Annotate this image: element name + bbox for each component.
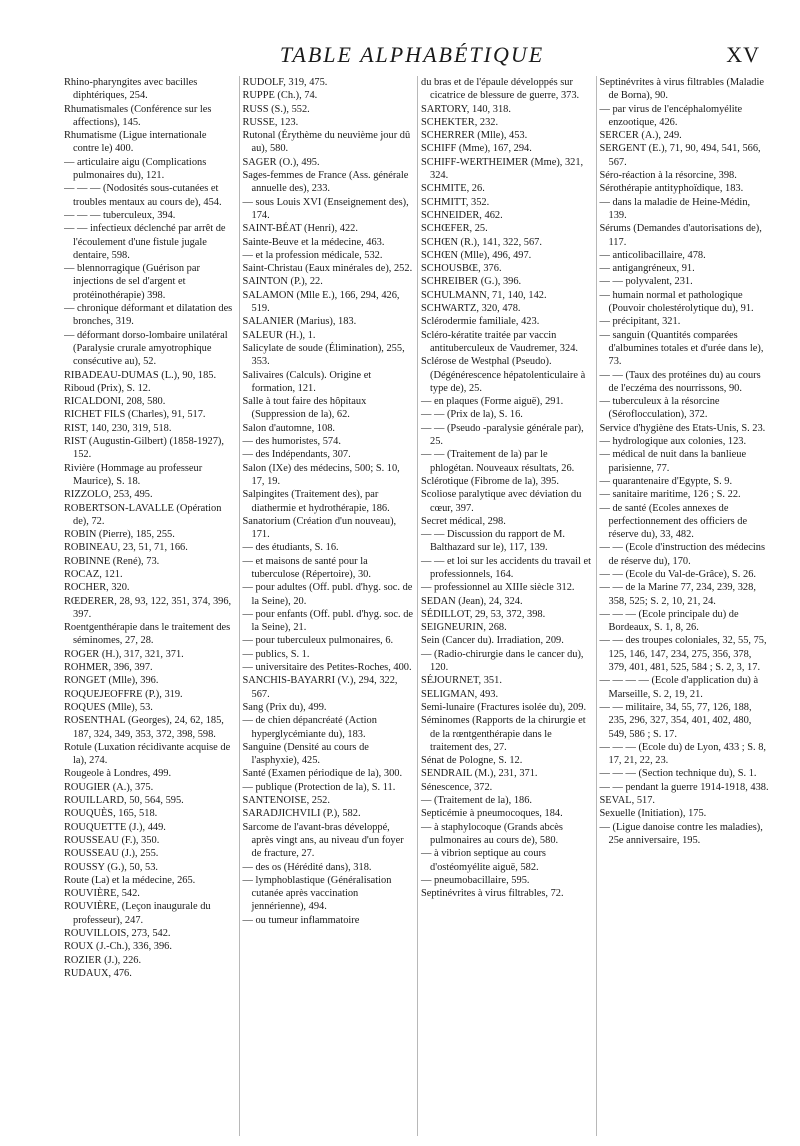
index-entry: SERCER (A.), 249. (599, 130, 682, 142)
index-entry: — — — (Ecole du) de Lyon, 433 ; S. 8, 17, 21, 22, 23. (599, 741, 767, 767)
index-entry: — — (Ecole d'instruction des médecins de réserve du), 170. (599, 542, 765, 567)
index-entry: — — — (Nodosités sous-cutanées et troubles mentaux au cours de), 454. (64, 183, 222, 208)
index-entry: RONGET (Mlle), 396. (64, 675, 159, 687)
index-entry: Sarcome de l'avant-bras développé, après vingt ans, au niveau d'un foyer de fracture, 27. (242, 821, 404, 860)
index-entry: du bras et de l'épaule développés sur cicatrice de blessure de guerre, 373. (421, 77, 580, 102)
index-entry: RIST (Augustin-Gilbert) (1858-1927), 152. (64, 436, 224, 461)
index-entry: SALEUR (H.), 1. (242, 329, 316, 341)
index-entry: SCHMITT, 352. (421, 196, 490, 208)
index-entry: ROQUES (Mlle), 53. (64, 701, 153, 713)
index-entry: ROCHER, 320. (64, 582, 130, 594)
index-entry: — — militaire, 34, 55, 77, 126, 188, 235, 296, 327, 354, 401, 402, 480, 549, 586 ; S. 17. (599, 701, 752, 740)
index-entry: — — (Traitement de la) par le phlogétan. Nouveaux résultats, 26. (421, 449, 575, 474)
index-entry: Sérothérapie antityphoïdique, 183. (599, 183, 744, 195)
index-entry: Salon d'automne, 108. (242, 422, 335, 434)
index-entry: RIST, 140, 230, 319, 518. (64, 422, 172, 434)
index-column-4 (596, 76, 771, 1136)
index-entry: — quarantenaire d'Egypte, S. 9. (599, 475, 733, 487)
index-entry: SARTORY, 140, 318. (421, 103, 511, 115)
index-entry: Sclérotique (Fibrome de la), 395. (421, 475, 559, 487)
index-entry: ROUX (J.-Ch.), 336, 396. (64, 941, 172, 953)
index-entry: SCHŒN (R.), 141, 322, 567. (421, 236, 542, 248)
index-entry: SCHWARTZ, 320, 478. (421, 303, 521, 315)
index-entry: ROUSSY (G.), 50, 53. (64, 861, 159, 873)
index-entry: SERGENT (E.), 71, 90, 494, 541, 566, 567. (599, 143, 761, 168)
index-entry: — — — (Section technique du), S. 1. (599, 768, 757, 780)
index-entry: Sclérose de Westphal (Pseudo). (Dégénérescence hépatolenticulaire à type de), 25. (421, 356, 586, 394)
index-entry: — publics, S. 1. (242, 648, 310, 660)
index-entry: SEVAL, 517. (599, 795, 656, 807)
index-entry: Sénat de Pologne, S. 12. (421, 755, 523, 767)
index-entry: — en plaques (Forme aiguë), 291. (421, 396, 564, 408)
index-entry: Rotule (Luxation récidivante acquise de la), 274. (64, 741, 231, 767)
index-entry: — — pendant la guerre 1914-1918, 438. (599, 781, 769, 793)
index-entry: Route (La) et la médecine, 265. (64, 874, 196, 886)
index-entry: — articulaire aigu (Complications pulmonaires du), 121. (64, 156, 207, 182)
index-entry: Salon (IXe) des médecins, 500; S. 10, 17, 19. (242, 462, 400, 487)
index-entry: — — de la Marine 77, 234, 239, 328, 358, 525; S. 2, 10, 21, 24. (599, 582, 756, 607)
index-entry: SÉDILLOT, 29, 53, 372, 398. (421, 608, 546, 620)
index-entry: SCHŒFER, 25. (421, 223, 488, 235)
index-entry: Salicylate de soude (Élimination), 255, 353. (242, 342, 405, 368)
index-entry: — sanguin (Quantités comparées d'albumines totales et d'urée dans le), 73. (599, 329, 764, 368)
index-entry: ROUQUÈS, 165, 518. (64, 808, 158, 820)
index-entry: — tuberculeux à la résorcine (Séroflocculation), 372. (599, 396, 720, 421)
index-entry: SCHOUSBŒ, 376. (421, 263, 502, 275)
index-entry: — — (Prix de la), S. 16. (421, 409, 523, 421)
index-entry: — — — (Ecole principale du) de Bordeaux, S. 1, 8, 26. (599, 608, 739, 634)
index-entry: RIBADEAU-DUMAS (L.), 90, 185. (64, 369, 217, 381)
index-entry: — des étudiants, S. 16. (242, 542, 339, 554)
index-entry: ROBINNE (René), 73. (64, 555, 160, 567)
index-entry: — — infectieux déclenché par arrêt de l'écoulement d'une fistule jugale dentaire, 598. (64, 223, 226, 261)
index-entry: Sexuelle (Initiation), 175. (599, 808, 707, 820)
index-entry: — — (Taux des protéines du) au cours de l'eczéma des nourrissons, 90. (599, 369, 761, 394)
index-entry: — pneumobacillaire, 595. (421, 874, 530, 886)
index-entry: Séro-réaction à la résorcine, 398. (599, 170, 737, 182)
index-entry: ROQUEJEOFFRE (P.), 319. (64, 688, 183, 700)
index-entry: Semi-lunaire (Fractures isolée du), 209. (421, 701, 587, 713)
index-entry: — blennorragique (Guérison par injections de sel d'argent et protéinothérapie) 398. (64, 263, 200, 301)
index-entry: — professionnel au XIIIe siècle 312. (421, 582, 575, 594)
index-entry: ROUILLARD, 50, 564, 595. (64, 795, 184, 807)
index-entry: ROHMER, 396, 397. (64, 662, 153, 674)
index-entry: ROCAZ, 121. (64, 568, 123, 580)
index-entry: RIZZOLO, 253, 495. (64, 489, 153, 501)
index-entry: — (Radio-chirurgie dans le cancer du), 120. (421, 648, 584, 674)
index-entry: Santé (Examen périodique de la), 300. (242, 768, 403, 780)
index-entry: Scoliose paralytique avec déviation du cœur, 397. (421, 489, 582, 514)
index-entry: ROSENTHAL (Georges), 24, 62, 185, 187, 324, 349, 353, 372, 398, 598. (64, 715, 224, 740)
index-columns (64, 76, 770, 1136)
index-entry: RŒDERER, 28, 93, 122, 351, 374, 396, 397. (64, 595, 232, 620)
index-entry: SCHULMANN, 71, 140, 142. (421, 289, 547, 301)
index-entry: — déformant dorso-lombaire unilatéral (Paralysie crurale amyotrophique consécutive au), 52. (64, 329, 228, 368)
index-entry: — (Ligue danoise contre les maladies), 25e anniversaire, 195. (599, 821, 763, 846)
index-entry: ROUSSEAU (J.), 255. (64, 848, 159, 860)
index-entry: ROBINEAU, 23, 51, 71, 166. (64, 542, 188, 554)
index-entry: SALANIER (Marius), 183. (242, 316, 357, 328)
index-entry: RUPPE (Ch.), 74. (242, 90, 318, 102)
index-entry: Roentgenthérapie dans le traitement des séminomes, 27, 28. (64, 622, 231, 647)
index-entry: ROUVILLOIS, 273, 542. (64, 928, 171, 939)
index-entry: — pour tuberculeux pulmonaires, 6. (242, 635, 394, 647)
index-entry: ROUSSEAU (F.), 350. (64, 834, 160, 846)
index-entry: SÉJOURNET, 351. (421, 675, 502, 687)
index-entry: SARADJICHVILI (P.), 582. (242, 808, 361, 820)
index-entry: Riboud (Prix), S. 12. (64, 382, 151, 394)
index-entry: — hydrologique aux colonies, 123. (599, 436, 747, 448)
index-entry: ROBIN (Pierre), 185, 255. (64, 529, 175, 541)
index-entry: Sang (Prix du), 499. (242, 701, 327, 713)
index-entry: RUDOLF, 319, 475. (242, 77, 328, 88)
index-entry: SCHIFF-WERTHEIMER (Mme), 321, 324. (421, 156, 584, 182)
index-entry: Rutonal (Érythème du neuvième jour dû au), 580. (242, 130, 411, 155)
index-entry: SCHMITE, 26. (421, 183, 485, 195)
index-entry: RUDAUX, 476. (64, 967, 132, 979)
index-entry: — par virus de l'encéphalomyélite enzootique, 426. (599, 103, 743, 128)
index-entry: Salivaires (Calculs). Origine et formation, 121. (242, 369, 372, 394)
index-entry: — — — — (Ecole d'application du) à Marseille, S. 2, 19, 21. (599, 675, 759, 700)
index-entry: — médical de nuit dans la banlieue parisienne, 77. (599, 449, 747, 474)
index-column-2 (239, 76, 414, 1136)
index-entry: Septicémie à pneumocoques, 184. (421, 808, 563, 820)
index-entry: ROZIER (J.), 226. (64, 954, 142, 966)
index-entry: — pour adultes (Off. publ. d'hyg. soc. de la Seine), 20. (242, 582, 413, 607)
index-entry: Septinévrites à virus filtrables, 72. (421, 888, 564, 900)
index-entry: SANCHIS-BAYARRI (V.), 294, 322, 567. (242, 675, 398, 700)
index-entry: — des humoristes, 574. (242, 436, 341, 448)
index-entry: SCHREIBER (G.), 396. (421, 276, 522, 288)
index-entry: — et la profession médicale, 532. (242, 249, 383, 261)
index-entry: — — (Ecole du Val-de-Grâce), S. 26. (599, 568, 756, 580)
index-entry: — pour enfants (Off. publ. d'hyg. soc. de la Seine), 21. (242, 608, 413, 634)
index-entry: ROUVIÈRE, (Leçon inaugurale du professeur), 247. (64, 901, 211, 926)
index-entry: SELIGMAN, 493. (421, 688, 499, 700)
index-entry: Sages-femmes de France (Ass. générale annuelle des), 233. (242, 170, 409, 195)
page-title: TABLE ALPHABÉTIQUE (279, 42, 545, 67)
index-entry: — antigangréneux, 91. (599, 263, 695, 275)
index-entry: ROUQUETTE (J.), 449. (64, 821, 166, 833)
index-entry: — — polyvalent, 231. (599, 276, 693, 288)
index-entry: Rougeole à Londres, 499. (64, 768, 172, 780)
index-entry: Séminomes (Rapports de la chirurgie et de la rœntgenthérapie dans le traitement des, 27. (421, 715, 586, 753)
index-entry: — des Indépendants, 307. (242, 449, 351, 461)
index-entry: — lymphoblastique (Généralisation cutanée après vaccination jennérienne), 494. (242, 874, 392, 913)
index-entry: Rhumatisme (Ligue internationale contre le) 400. (64, 130, 207, 155)
index-entry: — à vibrion septique au cours d'ostéomyélite aiguë, 582. (421, 848, 546, 873)
index-entry: — dans la maladie de Heine-Médin, 139. (599, 196, 751, 221)
index-entry: SAINTON (P.), 22. (242, 276, 323, 288)
index-entry: — — des troupes coloniales, 32, 55, 75, 125, 146, 147, 234, 275, 356, 378, 379, 401, 481, 525, 584 ; S. 2, 3, 17. (599, 635, 767, 674)
index-entry: SCHNEIDER, 462. (421, 209, 503, 221)
index-entry: — à staphylocoque (Grands abcès pulmonaires au cours de), 580. (421, 821, 563, 846)
index-entry: SEIGNEURIN, 268. (421, 622, 507, 634)
index-entry: RUSS (S.), 552. (242, 103, 310, 115)
index-entry: Secret médical, 298. (421, 515, 506, 527)
index-entry: — anticolibacillaire, 478. (599, 249, 706, 261)
index-entry: — — — tuberculeux, 394. (64, 209, 176, 221)
index-entry: Rhino-pharyngites avec bacilles diphtériques, 254. (64, 77, 198, 102)
index-entry: SCHEKTER, 232. (421, 116, 499, 128)
index-column-3 (417, 76, 592, 1136)
index-entry: Sclérodermie familiale, 423. (421, 316, 540, 328)
index-entry: Rivière (Hommage au professeur Maurice), S. 18. (64, 462, 203, 487)
index-entry: — sous Louis XVI (Enseignement des), 174. (242, 196, 409, 221)
index-entry: — chronique déformant et dilatation des bronches, 319. (64, 303, 233, 328)
index-entry: RICALDONI, 208, 580. (64, 396, 166, 408)
page-number: XV (726, 42, 760, 67)
index-entry: Service d'hygiène des Etats-Unis, S. 23. (599, 422, 766, 434)
index-entry: Sénescence, 372. (421, 781, 493, 793)
index-entry: RUSSE, 123. (242, 116, 299, 128)
index-entry: ROBERTSON-LAVALLE (Opération de), 72. (64, 502, 222, 527)
index-entry: SAINT-BÉAT (Henri), 422. (242, 223, 358, 235)
index-entry: ROGER (H.), 317, 321, 371. (64, 648, 184, 660)
index-entry: — précipitant, 321. (599, 316, 681, 328)
index-entry: Sein (Cancer du). Irradiation, 209. (421, 635, 564, 647)
index-entry: Salpingites (Traitement des), par diathermie et hydrothérapie, 186. (242, 489, 390, 514)
index-entry: — — Discussion du rapport de M. Balthazard sur le), 117, 139. (421, 529, 566, 554)
index-entry: Rhumatismales (Conférence sur les affections), 145. (64, 103, 212, 128)
index-entry: SCHŒN (Mlle), 496, 497. (421, 249, 532, 261)
index-entry: Sérums (Demandes d'autorisations de), 117. (599, 223, 762, 248)
index-entry: — universitaire des Petites-Roches, 400. (242, 662, 412, 674)
index-entry: — ou tumeur inflammatoire (242, 914, 360, 926)
index-entry: SEDAN (Jean), 24, 324. (421, 595, 523, 607)
index-column-1 (64, 76, 235, 1136)
index-entry: — de santé (Ecoles annexes de perfectionnement des officiers de réserve du), 33, 482. (599, 502, 748, 541)
index-entry: ROUGIER (A.), 375. (64, 781, 154, 793)
index-entry: SCHIFF (Mme), 167, 294. (421, 143, 532, 155)
index-entry: SANTENOISE, 252. (242, 795, 330, 807)
index-entry: — de chien dépancréaté (Action hyperglycémiante du), 183. (242, 715, 377, 740)
index-entry: — publique (Protection de la), S. 11. (242, 781, 396, 793)
index-entry: SALAMON (Mlle E.), 166, 294, 426, 519. (242, 289, 400, 315)
index-entry: — — et loi sur les accidents du travail et professionnels, 164. (421, 555, 591, 580)
index-entry: SCHERRER (Mlle), 453. (421, 130, 528, 142)
index-entry: Scléro-kératite traitée par vaccin antituberculeux de Vaudremer, 324. (421, 329, 578, 354)
index-entry: SENDRAIL (M.), 231, 371. (421, 768, 538, 780)
index-entry: ROUVIÈRE, 542. (64, 888, 140, 900)
index-entry: — des os (Hérédité dans), 318. (242, 861, 372, 873)
index-entry: Saint-Christau (Eaux minérales de), 252. (242, 263, 413, 275)
index-entry: — sanitaire maritime, 126 ; S. 22. (599, 489, 741, 501)
index-entry: — (Traitement de la), 186. (421, 795, 533, 807)
index-entry: — — (Pseudo -paralysie générale par), 25. (421, 422, 584, 448)
page-header (64, 42, 760, 72)
index-entry: SAGER (O.), 495. (242, 156, 320, 168)
index-entry: Sainte-Beuve et la médecine, 463. (242, 236, 385, 248)
index-entry: Septinévrites à virus filtrables (Maladie de Borna), 90. (599, 77, 764, 102)
index-entry: RICHET FILS (Charles), 91, 517. (64, 409, 206, 421)
index-entry: Sanatorium (Création d'un nouveau), 171. (242, 515, 397, 541)
index-entry: — et maisons de santé pour la tuberculose (Répertoire), 30. (242, 555, 371, 580)
index-entry: Salle à tout faire des hôpitaux (Suppression de la), 62. (242, 396, 367, 421)
index-entry: Sanguine (Densité au cours de l'asphyxie), 425. (242, 741, 369, 767)
index-entry: — humain normal et pathologique (Pouvoir cholestérolytique du), 91. (599, 289, 754, 315)
